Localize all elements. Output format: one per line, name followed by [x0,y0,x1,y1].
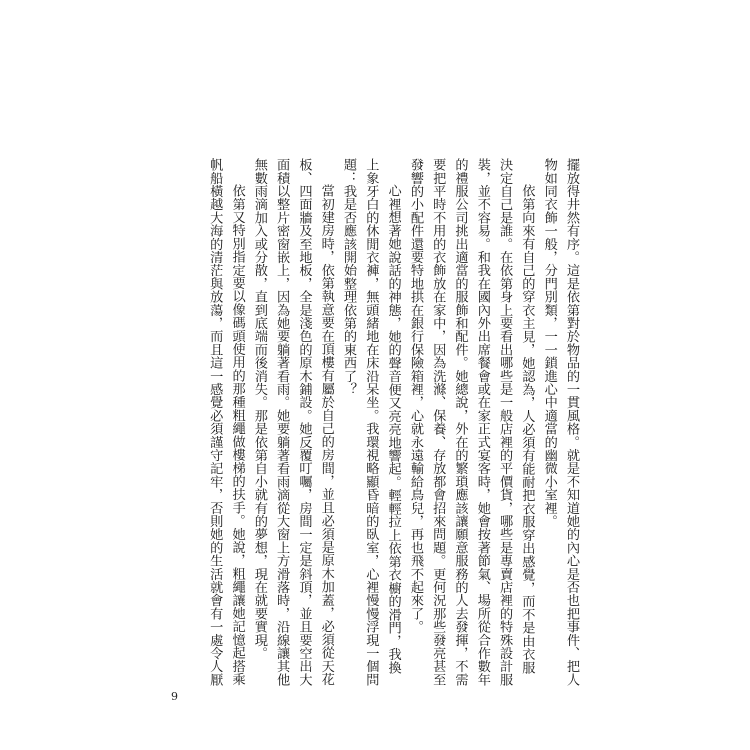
text-line: 依第向來有自己的穿衣主見，她認為，人必須有能耐把衣服穿出感覺，而不是由衣服 [519,184,535,674]
text-line: 要把平時不用的衣飾放在家中，因為洗滌、保養、存放都會招來問題。更何況那些發亮甚至 [430,158,446,686]
text-line: 當初建房時，依第執意要在頂樓有屬於自己的房間，並且必須是原木加蓋，必須從天花 [318,184,334,686]
text-line: 物如同衣飾一般，分門別類，一一鎖進心中適當的幽微小室裡。 [541,158,557,528]
text-line: 依第又特別指定要以像碼頭使用的那種粗繩做樓梯的扶手。她說，粗繩讓她記憶起搭乘 [229,184,245,686]
text-line: 裝，並不容易。和我在國內外出席餐會或在家正式宴客時，她會按著節氣、場所從合作數年 [474,158,490,686]
text-line: 心裡想著她說話的神態，她的聲音便又亮亮地響起。輕輕拉上依第衣櫥的滑門，我換 [385,184,401,674]
text-line: 決定自己是誰。在依第身上要看出哪些是一般店裡的平價貨，哪些是專賣店裡的特殊設計服 [497,158,513,686]
text-line: 的禮服公司挑出適當的服飾和配件。她總說，外在的繁瑣應該讓願意服務的人去發揮，不需 [452,158,468,686]
text-line: 無數雨滴加入或分散，直到底端而後消失。那是依第自小就有的夢想，現在就要實現。 [251,158,267,660]
text-line: 帆船橫越大海的清茫與放蕩，而且這一感覺必須謹守記牢，否則她的生活就會有一處令人厭 [207,158,223,686]
text-line: 板、四面牆及至地板，全是淺色的原木鋪設。她反覆叮囑，房間一定是斜頂，並且要空出大 [296,158,312,686]
text-line: 上象牙白的休閒衣褲，無頭緒地在床沿呆坐。我環視略顯昏暗的臥室，心裡慢慢浮現一個問 [363,158,379,686]
body-text [203,158,582,686]
text-line: 發響的小配件還要特地拱在銀行保險箱裡，心就永遠輸給鳥兒，再也飛不起來了。 [407,158,423,634]
text-line: 面積以整片密窗嵌上，因為她要躺著看雨。她要躺著看雨滴從大窗上方滑落時，沿線讓其他 [274,158,290,686]
text-line: 題：我是否應該開始整理依第的東西了？ [341,158,357,396]
text-line: 擺放得井然有序。這是依第對於物品的一貫風格。就是不知道她的內心是否也把事件、把人 [564,158,579,686]
page-number: 9 [171,690,178,703]
